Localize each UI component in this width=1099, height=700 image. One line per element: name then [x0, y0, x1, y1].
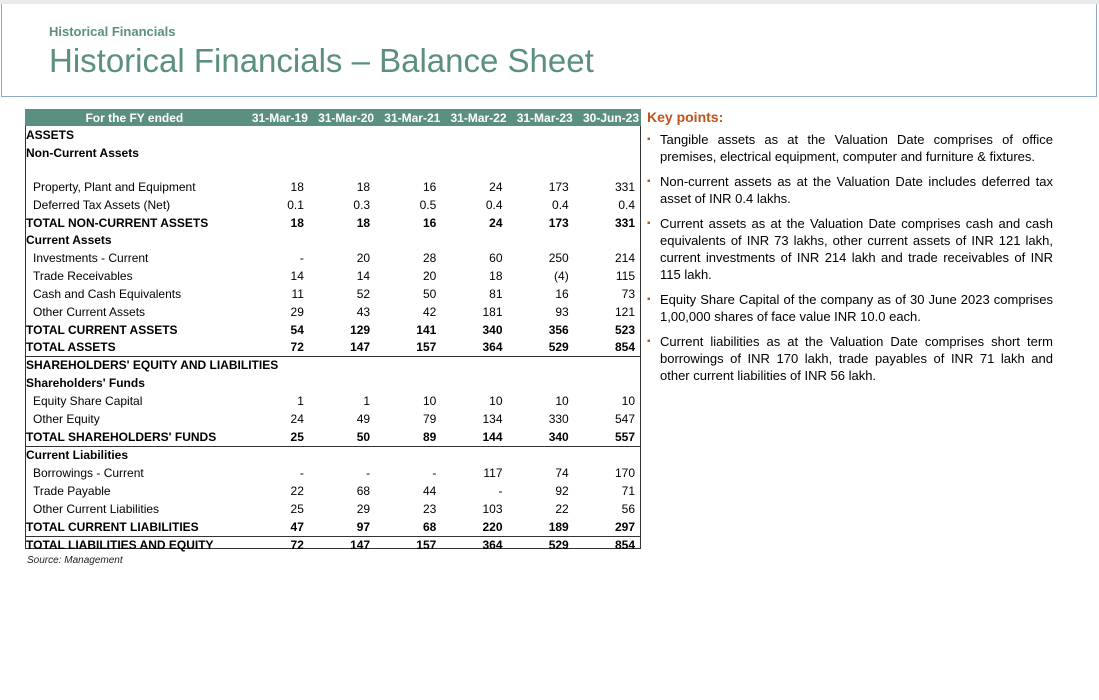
cell-value: 18: [356, 215, 371, 230]
cell-value: 89: [376, 428, 442, 446]
cell-value: 10: [621, 394, 635, 408]
header-label: For the FY ended: [25, 109, 244, 126]
cell-value: 50: [422, 287, 437, 301]
column-header: 31-Mar-19: [244, 109, 310, 126]
key-point-text: Tangible assets as at the Valuation Date comprises of office premises, electrical equipment, computer and furniture & fixtures.: [660, 132, 1053, 164]
cell-value: 14: [356, 269, 371, 283]
row-label: Trade Receivables: [33, 269, 133, 283]
cell-value: 173: [548, 180, 569, 194]
row-label: Shareholders' Funds: [26, 376, 145, 390]
column-header: 31-Mar-22: [442, 109, 508, 126]
cell-value: 18: [290, 215, 304, 230]
key-points-list: [647, 131, 1053, 384]
cell-value: 81: [489, 287, 503, 301]
cell-value: -: [432, 466, 437, 480]
cell-value: 529: [548, 537, 569, 552]
table-row: [25, 464, 641, 482]
cell-value: 0.4: [485, 198, 503, 212]
cell-value: 73: [621, 287, 635, 301]
cell-value: 24: [489, 215, 503, 230]
cell-value: 16: [422, 215, 437, 230]
table-row: [25, 482, 641, 500]
cell-value: 134: [482, 412, 503, 426]
total-row: [25, 536, 641, 553]
cell-value: 117: [483, 466, 503, 480]
key-point-text: Equity Share Capital of the company as of 30 June 2023 comprises 1,00,000 shares of face value INR 10.0 each.: [660, 292, 1053, 324]
cell-value: 92: [555, 484, 569, 498]
cell-value: 157: [376, 338, 442, 356]
cell-value: 72: [244, 338, 310, 356]
table-row: [25, 392, 641, 410]
row-label: Investments - Current: [33, 251, 149, 265]
cell-value: 297: [575, 518, 641, 536]
total-row: [25, 428, 641, 446]
cell-value: 103: [482, 502, 503, 516]
cell-value: 43: [356, 305, 371, 319]
cell-value: 60: [489, 251, 503, 265]
row-label: Non-Current Assets: [26, 146, 139, 160]
cell-value: 22: [290, 484, 304, 498]
column-header: 31-Mar-23: [509, 109, 575, 126]
bullet-icon: ▪: [647, 134, 651, 145]
cell-value: 121: [614, 305, 635, 319]
row-label: TOTAL LIABILITIES AND EQUITY: [26, 537, 214, 552]
total-row: [25, 321, 641, 338]
cell-value: 547: [614, 412, 635, 426]
cell-value: 22: [555, 502, 569, 516]
row-label: Other Current Assets: [33, 305, 146, 319]
cell-value: 157: [416, 537, 437, 552]
balance-sheet-table: [25, 109, 641, 553]
section-row: [25, 144, 641, 162]
cell-value: 0.1: [287, 198, 304, 212]
row-label: TOTAL SHAREHOLDERS' FUNDS: [25, 428, 244, 446]
cell-value: 129: [350, 322, 371, 337]
table-row: [25, 303, 641, 321]
cell-value: 557: [575, 428, 641, 446]
key-point-item: [647, 333, 1053, 384]
cell-value: 250: [548, 251, 569, 265]
key-point-text: Current liabilities as at the Valuation Date comprises short term borrowings of INR 170 lakh, trade payables of INR 71 lakh and other current liabilities of INR 56 lakh.: [660, 334, 1053, 383]
cell-value: 529: [509, 338, 575, 356]
cell-value: -: [299, 251, 304, 265]
cell-value: -: [498, 484, 503, 498]
cell-value: 854: [614, 537, 635, 552]
cell-value: 25: [290, 502, 304, 516]
row-label: Equity Share Capital: [33, 394, 143, 408]
section-row: [25, 374, 641, 392]
cell-value: 854: [575, 338, 641, 356]
row-label: Other Equity: [33, 412, 100, 426]
cell-value: 0.4: [552, 198, 569, 212]
cell-value: 189: [509, 518, 575, 536]
cell-value: 56: [621, 502, 635, 516]
cell-value: 356: [548, 322, 569, 337]
row-label: Current Liabilities: [26, 448, 129, 463]
cell-value: 71: [621, 484, 635, 498]
cell-value: 79: [422, 412, 437, 426]
table-row: [25, 196, 641, 214]
key-point-item: [647, 291, 1053, 325]
cell-value: 20: [356, 251, 371, 265]
key-point-item: [647, 215, 1053, 283]
row-label: [25, 162, 641, 178]
cell-value: 25: [244, 428, 310, 446]
section-row: [25, 356, 641, 374]
source-note: Source: Management: [27, 555, 123, 566]
cell-value: 97: [310, 518, 376, 536]
cell-value: 220: [442, 518, 508, 536]
table-row: [25, 410, 641, 428]
cell-value: 20: [422, 269, 437, 283]
row-label: Borrowings - Current: [33, 466, 144, 480]
cell-value: 10: [422, 394, 437, 408]
row-label: SHAREHOLDERS' EQUITY AND LIABILITIES: [26, 358, 279, 373]
cell-value: 42: [422, 305, 437, 319]
cell-value: -: [299, 466, 304, 480]
cell-value: 16: [555, 287, 569, 301]
row-label: Property, Plant and Equipment: [33, 180, 196, 194]
cell-value: 144: [442, 428, 508, 446]
bullet-icon: ▪: [647, 218, 651, 229]
section-row: [25, 446, 641, 464]
cell-value: 11: [291, 287, 304, 301]
cell-value: 1: [297, 394, 304, 408]
section-row: [25, 126, 641, 144]
section-subtitle: Historical Financials: [49, 24, 176, 39]
cell-value: -: [366, 466, 371, 480]
table-row: [25, 249, 641, 267]
cell-value: 93: [555, 305, 569, 319]
cell-value: 0.4: [618, 198, 635, 212]
cell-value: 29: [356, 502, 371, 516]
cell-value: 330: [548, 412, 569, 426]
row-label: Current Assets: [26, 233, 112, 247]
cell-value: 10: [555, 394, 569, 408]
cell-value: 28: [422, 251, 437, 265]
key-point-item: [647, 131, 1053, 165]
key-points-panel: [647, 109, 1053, 392]
cell-value: 214: [614, 251, 635, 265]
cell-value: 44: [422, 484, 437, 498]
cell-value: 170: [614, 466, 635, 480]
row-label: Deferred Tax Assets (Net): [33, 198, 171, 212]
cell-value: 74: [555, 466, 569, 480]
key-point-text: Non-current assets as at the Valuation Date includes deferred tax asset of INR 0.4 lakhs.: [660, 174, 1053, 206]
cell-value: 16: [422, 180, 437, 194]
cell-value: 18: [290, 180, 304, 194]
cell-value: 72: [290, 537, 304, 552]
column-header: 31-Mar-20: [310, 109, 376, 126]
cell-value: 181: [482, 305, 503, 319]
cell-value: 0.5: [419, 198, 437, 212]
cell-value: 523: [614, 322, 635, 337]
total-row: [25, 338, 641, 356]
cell-value: 331: [614, 215, 635, 230]
cell-value: 141: [416, 322, 437, 337]
cell-value: 14: [290, 269, 304, 283]
row-label: TOTAL CURRENT LIABILITIES: [25, 518, 244, 536]
cell-value: 68: [376, 518, 442, 536]
key-points-title: Key points:: [647, 109, 724, 125]
cell-value: 50: [310, 428, 376, 446]
cell-value: 364: [482, 537, 503, 552]
cell-value: 340: [482, 322, 503, 337]
cell-value: 147: [310, 338, 376, 356]
row-label: TOTAL CURRENT ASSETS: [26, 322, 178, 337]
section-row: [25, 231, 641, 249]
row-label: Trade Payable: [33, 484, 111, 498]
row-label: TOTAL ASSETS: [25, 338, 244, 356]
cell-value: 24: [290, 412, 304, 426]
cell-value: 29: [290, 305, 304, 319]
cell-value: 364: [442, 338, 508, 356]
row-label: ASSETS: [26, 128, 75, 142]
total-row: [25, 214, 641, 231]
cell-value: 47: [244, 518, 310, 536]
table-row: [25, 267, 641, 285]
bullet-icon: ▪: [647, 294, 651, 305]
row-label: Cash and Cash Equivalents: [33, 287, 182, 301]
page-title: Historical Financials – Balance Sheet: [49, 42, 594, 79]
row-label: Other Current Liabilities: [33, 502, 160, 516]
cell-value: 49: [356, 412, 371, 426]
table-row: [25, 178, 641, 196]
row-label: TOTAL NON-CURRENT ASSETS: [26, 215, 209, 230]
key-point-text: Current assets as at the Valuation Date comprises cash and cash equivalents of INR 73 lakhs, other current assets of INR 121 lakh, current investments of INR 214 lakh and trade receivables of INR 115 lakh.: [660, 216, 1053, 282]
cell-value: (4): [554, 269, 569, 283]
table-header-row: [25, 109, 641, 126]
cell-value: 147: [350, 537, 371, 552]
cell-value: 18: [356, 180, 371, 194]
cell-value: 115: [615, 269, 635, 283]
column-header: 30-Jun-23: [575, 109, 641, 126]
cell-value: 173: [548, 215, 569, 230]
cell-value: 340: [509, 428, 575, 446]
total-row: [25, 518, 641, 536]
key-point-item: [647, 173, 1053, 207]
spacer-row: [25, 162, 641, 178]
cell-value: 18: [489, 269, 503, 283]
cell-value: 52: [356, 287, 371, 301]
cell-value: 331: [614, 180, 635, 194]
table-body: [25, 126, 641, 553]
column-header: 31-Mar-21: [376, 109, 442, 126]
table-row: [25, 500, 641, 518]
balance-sheet-table-frame: [25, 109, 641, 552]
cell-value: 10: [489, 394, 503, 408]
cell-value: 54: [290, 322, 304, 337]
bullet-icon: ▪: [647, 336, 651, 347]
cell-value: 23: [422, 502, 437, 516]
bullet-icon: ▪: [647, 176, 651, 187]
cell-value: 0.3: [353, 198, 371, 212]
table-row: [25, 285, 641, 303]
cell-value: 24: [489, 180, 503, 194]
cell-value: 68: [356, 484, 371, 498]
cell-value: 1: [363, 394, 371, 408]
